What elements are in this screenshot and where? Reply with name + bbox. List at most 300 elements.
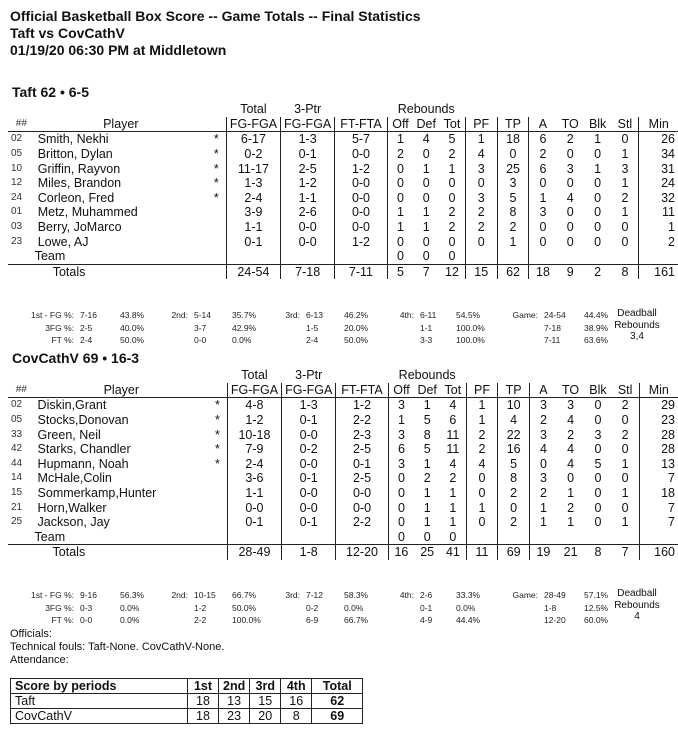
player-turnovers: 2 xyxy=(567,500,575,515)
player-ft: 0-0 xyxy=(335,176,387,191)
player-minutes: 28 xyxy=(639,427,678,442)
player-pf: 0 xyxy=(466,486,498,501)
player-fg: 3-9 xyxy=(226,205,280,220)
periods-score-1st: 18 xyxy=(188,709,219,724)
player-fg3: 0-0 xyxy=(282,486,336,501)
player-off-reb: 3 xyxy=(388,398,414,413)
pct-game-pct: 12.5% xyxy=(584,602,609,613)
player-tot-reb: 5 xyxy=(448,132,456,147)
pct-4th-pct: 100.0% xyxy=(456,335,485,345)
totals-fg3: 7-18 xyxy=(281,264,335,279)
pct-game-label xyxy=(502,323,540,334)
column-header-row xyxy=(8,117,678,132)
player-tot-reb: 0 xyxy=(448,234,456,249)
col-number: ## xyxy=(8,383,35,398)
deadball-value: 4 xyxy=(634,611,640,622)
col-stl: Stl xyxy=(611,117,639,132)
pct-3rd-made: 6-9 xyxy=(306,615,319,625)
col-a: A xyxy=(529,117,557,132)
player-steals: 0 xyxy=(621,220,629,235)
player-row xyxy=(8,457,678,472)
starter-mark xyxy=(208,515,227,530)
pct-3rd-pct: 46.2% xyxy=(344,310,369,320)
player-blocks: 0 xyxy=(594,176,602,191)
header-date-location: 01/19/20 06:30 PM at Middletown xyxy=(10,42,227,58)
starter-mark: * xyxy=(215,413,220,428)
team-def-reb: 0 xyxy=(423,529,431,544)
officials-label: Officials: xyxy=(10,628,52,640)
player-blocks: 0 xyxy=(594,413,602,428)
player-name: Smith, Nekhi xyxy=(37,132,109,147)
pct-4th-pct: 100.0% xyxy=(456,322,485,333)
totals-off-reb: 5 xyxy=(387,264,413,279)
player-fg3: 0-0 xyxy=(282,500,336,515)
player-row xyxy=(8,191,678,206)
col-min: Min xyxy=(639,383,678,398)
pct-label: FT %: xyxy=(51,615,74,625)
team-rebounds-row xyxy=(8,530,678,545)
player-off-reb: 0 xyxy=(387,234,413,249)
player-number: 24 xyxy=(11,191,23,203)
player-def-reb: 1 xyxy=(423,500,431,515)
player-number: 15 xyxy=(11,487,23,499)
player-tp: 2 xyxy=(498,486,530,501)
player-fg3: 0-1 xyxy=(281,147,335,162)
player-fg: 0-1 xyxy=(226,234,280,249)
player-name: McHale,Colin xyxy=(37,471,112,486)
pct-2nd-label xyxy=(162,615,190,626)
periods-score-2nd: 13 xyxy=(219,694,250,709)
player-steals: 1 xyxy=(621,515,629,530)
starter-mark xyxy=(207,234,226,249)
periods-header-label: Score by periods xyxy=(11,679,188,694)
player-turnovers: 0 xyxy=(566,205,574,220)
totals-blocks: 8 xyxy=(584,545,611,560)
starter-mark: * xyxy=(213,161,219,176)
pct-row xyxy=(10,590,626,601)
periods-team-name: CovCathV xyxy=(11,709,188,724)
player-off-reb: 1 xyxy=(388,413,414,428)
pct-2nd-made: 10-15 xyxy=(194,590,216,600)
player-ft: 0-0 xyxy=(335,205,387,220)
player-assists: 0 xyxy=(529,220,557,235)
player-minutes: 11 xyxy=(639,205,678,220)
team-box-score-table xyxy=(8,102,678,279)
player-blocks: 5 xyxy=(594,456,602,471)
player-steals: 1 xyxy=(621,456,629,471)
periods-score-1st: 18 xyxy=(188,694,219,709)
player-name: Starks, Chandler xyxy=(37,442,131,457)
player-tot-reb: 2 xyxy=(448,220,456,235)
header-matchup: Taft vs CovCathV xyxy=(10,25,125,41)
pct-label: FT %: xyxy=(51,335,74,345)
player-row xyxy=(8,132,678,147)
player-row xyxy=(8,500,678,515)
col-blk: Blk xyxy=(584,117,611,132)
player-blocks: 0 xyxy=(594,515,602,530)
player-ft: 1-2 xyxy=(336,398,388,413)
pct-4th-made: 6-11 xyxy=(420,310,437,320)
player-def-reb: 1 xyxy=(422,220,430,235)
player-blocks: 3 xyxy=(594,427,602,442)
periods-score-3rd: 20 xyxy=(250,709,281,724)
totals-turnovers: 21 xyxy=(557,545,584,560)
col-ft: FT-FTA xyxy=(335,117,387,132)
player-off-reb: 1 xyxy=(387,220,413,235)
pct-2nd-pct: 0.0% xyxy=(232,335,252,345)
totals-def-reb: 7 xyxy=(413,264,439,279)
player-name: Lowe, AJ xyxy=(37,234,89,249)
pct-game-made: 28-49 xyxy=(544,590,566,600)
player-assists: 6 xyxy=(529,161,557,176)
player-off-reb: 2 xyxy=(387,147,413,162)
player-name: Corleon, Fred xyxy=(37,190,115,205)
col-tot: Tot xyxy=(439,117,465,132)
player-ft: 5-7 xyxy=(335,132,387,147)
pct-3rd-label xyxy=(274,323,302,334)
shooting-percentages xyxy=(8,308,628,348)
col-to: TO xyxy=(557,383,584,398)
player-blocks: 0 xyxy=(594,471,602,486)
header-group-row xyxy=(8,102,678,117)
pct-4th-made: 0-1 xyxy=(420,602,433,613)
deadball-label: Deadball xyxy=(617,588,657,599)
player-row xyxy=(8,176,678,191)
player-def-reb: 1 xyxy=(423,486,431,501)
player-tot-reb: 0 xyxy=(448,190,456,205)
periods-header-3rd: 3rd xyxy=(250,679,281,694)
player-off-reb: 0 xyxy=(388,471,414,486)
team-title: Taft 62 • 6-5 xyxy=(12,84,89,100)
pct-1st-made: 2-5 xyxy=(80,322,93,333)
col-fg3: FG-FGA xyxy=(282,383,336,398)
player-steals: 3 xyxy=(621,161,629,176)
player-fg: 10-18 xyxy=(227,427,281,442)
player-tot-reb: 2 xyxy=(449,471,457,486)
player-fg: 3-6 xyxy=(227,471,281,486)
pct-row xyxy=(10,310,626,321)
pct-row xyxy=(10,335,626,346)
player-fg: 0-0 xyxy=(227,500,281,515)
pct-game-pct: 44.4% xyxy=(584,310,609,320)
player-pf: 0 xyxy=(465,234,497,249)
player-name: Miles, Brandon xyxy=(37,176,122,191)
player-pf: 1 xyxy=(466,500,498,515)
player-tp: 5 xyxy=(498,457,530,472)
periods-score-total: 69 xyxy=(312,709,363,724)
player-minutes: 28 xyxy=(639,442,678,457)
player-row xyxy=(8,442,678,457)
team-title: CovCathV 69 • 16-3 xyxy=(12,350,140,366)
player-tp: 4 xyxy=(498,413,530,428)
player-off-reb: 0 xyxy=(387,191,413,206)
totals-minutes: 160 xyxy=(639,545,678,560)
pct-1st-made: 0-3 xyxy=(80,602,93,613)
col-fg: FG-FGA xyxy=(226,117,280,132)
player-number: 33 xyxy=(11,428,23,440)
player-minutes: 13 xyxy=(639,457,678,472)
player-number: 23 xyxy=(11,235,23,247)
pct-3rd-label xyxy=(274,615,302,626)
player-minutes: 18 xyxy=(639,486,678,501)
starter-mark xyxy=(207,205,226,220)
totals-fg: 24-54 xyxy=(226,264,280,279)
player-blocks: 0 xyxy=(594,220,602,235)
totals-label: Totals xyxy=(35,264,207,279)
player-number: 42 xyxy=(11,443,23,455)
player-tot-reb: 1 xyxy=(449,515,457,530)
pct-4th-label: 4th: xyxy=(399,590,414,600)
player-pf: 0 xyxy=(466,471,498,486)
player-name: Metz, Muhammed xyxy=(37,205,138,220)
pct-2nd-made: 5-14 xyxy=(194,310,212,320)
totals-tot-reb: 41 xyxy=(440,545,466,560)
pct-4th-made: 1-1 xyxy=(420,322,433,333)
pct-2nd-made: 0-0 xyxy=(194,335,207,345)
pct-1st-pct: 0.0% xyxy=(120,602,140,613)
player-off-reb: 0 xyxy=(387,161,413,176)
col-player: Player xyxy=(35,383,209,398)
player-assists: 2 xyxy=(529,486,556,501)
shooting-percentages xyxy=(8,588,628,628)
totals-row xyxy=(8,264,678,279)
player-steals: 0 xyxy=(621,132,629,147)
player-pf: 4 xyxy=(465,147,497,162)
pct-2nd-pct: 42.9% xyxy=(232,322,257,333)
player-def-reb: 0 xyxy=(422,147,430,162)
player-name: Stocks,Donovan xyxy=(37,413,129,428)
player-def-reb: 1 xyxy=(422,161,430,176)
player-pf: 2 xyxy=(465,220,497,235)
pct-4th-label xyxy=(388,335,416,346)
player-number: 21 xyxy=(11,501,23,513)
periods-score-total: 62 xyxy=(312,694,363,709)
player-blocks: 0 xyxy=(594,190,602,205)
pct-game-pct: 63.6% xyxy=(584,335,609,345)
team-off-reb: 0 xyxy=(387,249,413,264)
team-box-score-table xyxy=(8,368,678,560)
player-ft: 2-5 xyxy=(336,442,388,457)
player-pf: 2 xyxy=(466,442,498,457)
player-fg3: 1-2 xyxy=(281,176,335,191)
player-ft: 2-2 xyxy=(336,515,388,530)
col-off: Off xyxy=(387,117,413,132)
player-def-reb: 1 xyxy=(423,515,431,530)
pct-1st-pct: 56.3% xyxy=(120,590,145,600)
pct-3rd-made: 2-4 xyxy=(306,335,319,345)
pct-3rd-label: 3rd: xyxy=(285,310,300,320)
player-fg3: 0-0 xyxy=(282,427,336,442)
team-off-reb: 0 xyxy=(388,530,414,545)
starter-mark xyxy=(207,220,226,235)
player-row xyxy=(8,234,678,249)
pct-2nd-label xyxy=(162,323,190,334)
totals-tot-reb: 12 xyxy=(439,264,465,279)
player-tp: 1 xyxy=(497,234,529,249)
player-assists: 3 xyxy=(529,398,556,413)
pct-2nd-label xyxy=(162,335,190,346)
player-off-reb: 1 xyxy=(387,132,413,147)
deadball-label: Deadball xyxy=(617,308,657,319)
player-off-reb: 3 xyxy=(388,457,414,472)
col-min: Min xyxy=(639,117,678,132)
pct-game-label xyxy=(502,335,540,346)
player-tp: 10 xyxy=(498,398,530,413)
player-turnovers: 3 xyxy=(567,398,575,413)
periods-header-total: Total xyxy=(312,679,363,694)
pct-game-pct: 60.0% xyxy=(584,615,609,625)
player-tp: 25 xyxy=(497,161,529,176)
player-assists: 2 xyxy=(529,147,557,162)
player-ft: 2-3 xyxy=(336,427,388,442)
pct-3rd-label: 3rd: xyxy=(285,590,300,600)
player-steals: 1 xyxy=(621,486,629,501)
periods-team-name: Taft xyxy=(11,694,188,709)
pct-label: 3FG %: xyxy=(45,602,74,613)
player-turnovers: 4 xyxy=(567,456,575,471)
pct-3rd-made: 7-12 xyxy=(306,590,324,600)
player-turnovers: 4 xyxy=(567,442,575,457)
player-tp: 16 xyxy=(498,442,530,457)
player-def-reb: 1 xyxy=(423,456,431,471)
pct-4th-pct: 54.5% xyxy=(456,310,481,320)
col-def: Def xyxy=(414,383,440,398)
header-title: Official Basketball Box Score -- Game Totals -- Final Statistics xyxy=(10,8,421,24)
player-off-reb: 0 xyxy=(387,176,413,191)
player-fg3: 2-6 xyxy=(281,205,335,220)
periods-header-row xyxy=(11,679,363,694)
starter-mark xyxy=(208,500,227,515)
player-ft: 1-2 xyxy=(335,234,387,249)
starter-mark xyxy=(208,471,227,486)
pct-3rd-pct: 0.0% xyxy=(344,602,364,613)
pct-game-made: 7-18 xyxy=(544,322,562,333)
player-minutes: 24 xyxy=(639,176,678,191)
starter-mark: * xyxy=(213,132,219,147)
player-off-reb: 1 xyxy=(387,205,413,220)
player-ft: 0-0 xyxy=(335,147,387,162)
pct-2nd-made: 3-7 xyxy=(194,322,207,333)
periods-header-1st: 1st xyxy=(188,679,219,694)
player-tp: 2 xyxy=(497,220,529,235)
player-assists: 3 xyxy=(529,427,556,442)
player-fg: 1-3 xyxy=(226,176,280,191)
player-tp: 18 xyxy=(497,132,529,147)
starter-mark: * xyxy=(213,147,219,162)
col-pf: PF xyxy=(466,383,498,398)
pct-4th-label xyxy=(388,615,416,626)
player-off-reb: 6 xyxy=(388,442,414,457)
player-name: Diskin,Grant xyxy=(37,398,107,413)
player-turnovers: 2 xyxy=(566,132,574,147)
pct-3rd-pct: 20.0% xyxy=(344,322,369,333)
pct-4th-pct: 33.3% xyxy=(456,590,481,600)
player-off-reb: 0 xyxy=(388,486,414,501)
player-fg3: 0-2 xyxy=(282,442,336,457)
footer-notes xyxy=(10,628,224,667)
three-pointer-group-header: 3-Ptr xyxy=(295,368,323,383)
pct-2nd-made: 1-2 xyxy=(194,602,207,613)
pct-4th-label xyxy=(388,603,416,614)
player-minutes: 29 xyxy=(639,398,678,413)
player-number: 44 xyxy=(11,457,23,469)
player-steals: 1 xyxy=(621,147,629,162)
player-fg: 1-1 xyxy=(227,486,281,501)
pct-1st-pct: 0.0% xyxy=(120,615,140,625)
totals-turnovers: 9 xyxy=(556,264,583,279)
player-def-reb: 5 xyxy=(423,413,431,428)
player-assists: 6 xyxy=(529,132,557,147)
player-fg: 0-1 xyxy=(227,515,281,530)
pct-1st-pct: 40.0% xyxy=(120,322,145,333)
player-ft: 0-0 xyxy=(335,220,387,235)
attendance-label: Attendance: xyxy=(10,654,69,666)
player-minutes: 32 xyxy=(639,191,678,206)
col-player: Player xyxy=(35,117,207,132)
player-ft: 2-5 xyxy=(336,471,388,486)
player-ft: 2-2 xyxy=(336,413,388,428)
player-fg: 2-4 xyxy=(227,457,281,472)
player-blocks: 0 xyxy=(594,398,602,413)
player-tot-reb: 6 xyxy=(449,413,457,428)
player-number: 12 xyxy=(11,177,23,189)
starter-mark: * xyxy=(215,427,220,442)
player-row xyxy=(8,413,678,428)
totals-blocks: 2 xyxy=(584,264,611,279)
player-tot-reb: 1 xyxy=(449,486,457,501)
player-tot-reb: 1 xyxy=(449,500,457,515)
player-steals: 1 xyxy=(621,205,629,220)
player-off-reb: 0 xyxy=(388,515,414,530)
player-turnovers: 1 xyxy=(567,486,575,501)
periods-score-4th: 16 xyxy=(281,694,312,709)
player-pf: 0 xyxy=(465,176,497,191)
pct-3rd-pct: 66.7% xyxy=(344,615,369,625)
player-minutes: 2 xyxy=(639,234,678,249)
player-tot-reb: 11 xyxy=(446,427,460,442)
pct-4th-label xyxy=(388,323,416,334)
pct-game-label: Game: xyxy=(512,310,538,320)
periods-row-covcathv xyxy=(11,709,363,724)
player-minutes: 1 xyxy=(639,220,678,235)
deadball-value: 3,4 xyxy=(630,331,644,342)
periods-score-3rd: 15 xyxy=(250,694,281,709)
col-fg: FG-FGA xyxy=(227,383,281,398)
team-rebounds-row xyxy=(8,249,678,264)
player-def-reb: 8 xyxy=(423,427,431,442)
player-def-reb: 0 xyxy=(422,234,430,249)
periods-header-4th: 4th xyxy=(281,679,312,694)
player-blocks: 1 xyxy=(594,132,602,147)
totals-row xyxy=(8,545,678,560)
col-ft: FT-FTA xyxy=(336,383,388,398)
totals-def-reb: 25 xyxy=(414,545,440,560)
player-fg3: 0-0 xyxy=(281,234,335,249)
team-row-label: Team xyxy=(34,529,66,544)
col-a: A xyxy=(529,383,556,398)
pct-1st-made: 0-0 xyxy=(80,615,93,625)
player-turnovers: 3 xyxy=(566,161,574,176)
player-name: Sommerkamp,Hunter xyxy=(37,486,157,501)
deadball-rebounds xyxy=(610,308,664,343)
player-fg: 6-17 xyxy=(226,132,280,147)
pct-3rd-pct: 50.0% xyxy=(344,335,369,345)
totals-ft: 7-11 xyxy=(335,264,387,279)
player-fg3: 1-1 xyxy=(281,191,335,206)
player-pf: 4 xyxy=(466,457,498,472)
col-pf: PF xyxy=(465,117,497,132)
player-blocks: 0 xyxy=(594,205,602,220)
